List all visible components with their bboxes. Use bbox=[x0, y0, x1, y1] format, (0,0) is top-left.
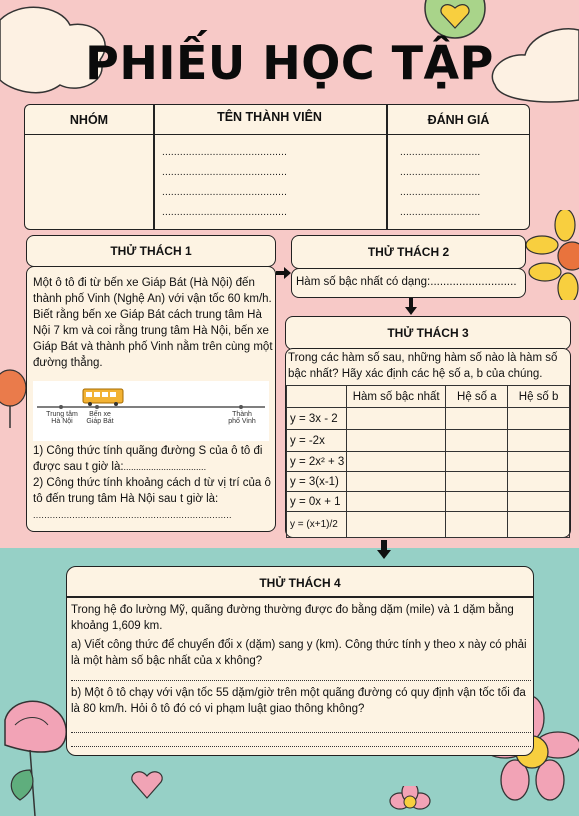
member-line: .......................................... bbox=[162, 147, 288, 158]
challenge4-card bbox=[66, 566, 534, 756]
table-header-b: Hệ số b bbox=[508, 386, 570, 408]
member-line: .......................................... bbox=[162, 207, 288, 218]
challenge3-table bbox=[286, 385, 570, 538]
challenge4-qa: a) Viết công thức để chuyển đổi x (dặm) sang y (km). Công thức tính y theo x này có phải là một hàm số bậc nhất của x không? bbox=[71, 639, 527, 667]
challenge4-qb-answer-line-2[interactable] bbox=[71, 737, 531, 747]
cell-b[interactable] bbox=[508, 452, 570, 472]
arrow-down-icon bbox=[404, 298, 418, 316]
challenge4-intro: Trong hệ đo lường Mỹ, quãng đường thường được đo bằng dặm (mile) và 1 dặm bằng khoảng 1,609 km. bbox=[71, 604, 514, 632]
challenge1-title-box bbox=[26, 235, 276, 267]
cell-a[interactable] bbox=[446, 408, 508, 430]
arrow-down-icon bbox=[377, 540, 391, 560]
map-illustration bbox=[33, 381, 269, 441]
heart-icon bbox=[420, 0, 490, 40]
challenge2-card bbox=[291, 268, 526, 298]
rating-line: ........................... bbox=[400, 167, 481, 178]
challenge2-title-box bbox=[291, 235, 526, 269]
challenge3-title-box bbox=[285, 316, 571, 350]
rating-lines[interactable] bbox=[400, 143, 530, 223]
challenge3-title: THỬ THÁCH 3 bbox=[387, 326, 469, 340]
challenge1-q2-text: 2) Công thức tính khoảng cách d từ vị trí của ô tô đến trung tâm Hà Nội sau t giờ là: bbox=[33, 477, 271, 505]
challenge4-title: THỬ THÁCH 4 bbox=[259, 576, 341, 590]
challenge1-title: THỬ THÁCH 1 bbox=[110, 244, 192, 258]
challenge1-q2 bbox=[33, 475, 273, 523]
rating-line: ........................... bbox=[400, 207, 481, 218]
rating-header: ĐÁNH GIÁ bbox=[427, 113, 490, 127]
cell-b[interactable] bbox=[508, 512, 570, 538]
arrow-right-icon bbox=[276, 266, 292, 280]
row-function: y = (x+1)/2 bbox=[287, 512, 347, 538]
table-row bbox=[287, 512, 570, 538]
cell-func[interactable] bbox=[346, 452, 446, 472]
table-row bbox=[287, 472, 570, 492]
rating-line: ........................... bbox=[400, 187, 481, 198]
row-function: y = 2x² + 3 bbox=[287, 452, 347, 472]
member-line: .......................................... bbox=[162, 167, 288, 178]
cell-func[interactable] bbox=[346, 408, 446, 430]
pink-flower-left-icon bbox=[0, 690, 75, 816]
challenge1-card bbox=[26, 266, 276, 532]
table-row bbox=[287, 408, 570, 430]
table-header-func: Hàm số bậc nhất bbox=[346, 386, 446, 408]
cell-b[interactable] bbox=[508, 430, 570, 452]
challenge4-divider bbox=[67, 596, 533, 598]
bus-icon bbox=[83, 389, 123, 406]
cell-func[interactable] bbox=[346, 472, 446, 492]
challenge2-body[interactable]: Hàm số bậc nhất có dạng:........................... bbox=[296, 276, 517, 288]
cell-a[interactable] bbox=[446, 430, 508, 452]
members-table bbox=[24, 104, 530, 230]
table-header-a: Hệ số a bbox=[446, 386, 508, 408]
challenge1-q1-answer[interactable]: ................................. bbox=[123, 462, 207, 472]
rating-line: ........................... bbox=[400, 147, 481, 158]
table-header-empty bbox=[287, 386, 347, 408]
challenge1-body: Một ô tô đi từ bến xe Giáp Bát (Hà Nội) đến thành phố Vinh (Nghệ An) với vận tốc 60 km/h. Biết rằng bến xe Giáp Bát cách trung tâm Hà Nội 7 km và coi rằng trung tâm Hà Nội, bến xe Giáp Bát và thành phố Vinh nằm trên cùng một đường thẳng. bbox=[33, 277, 273, 369]
map-label-hanoi: Trung tâm Hà Nội bbox=[46, 411, 78, 425]
cell-func[interactable] bbox=[346, 492, 446, 512]
challenge4-qb-answer-line-1[interactable] bbox=[71, 723, 531, 733]
cell-func[interactable] bbox=[346, 430, 446, 452]
row-function: y = 3(x-1) bbox=[287, 472, 347, 492]
row-function: y = -2x bbox=[287, 430, 347, 452]
table-row bbox=[287, 430, 570, 452]
challenge1-q2-answer[interactable]: ....................................................................... bbox=[33, 510, 232, 520]
row-function: y = 3x - 2 bbox=[287, 408, 347, 430]
table-row bbox=[287, 452, 570, 472]
cell-a[interactable] bbox=[446, 512, 508, 538]
challenge1-q1-text: 1) Công thức tính quãng đường S của ô tô đi được sau t giờ là: bbox=[33, 445, 263, 473]
cell-a[interactable] bbox=[446, 452, 508, 472]
challenge3-card bbox=[285, 348, 571, 538]
members-header: TÊN THÀNH VIÊN bbox=[217, 110, 322, 124]
cell-b[interactable] bbox=[508, 492, 570, 512]
group-field[interactable] bbox=[29, 139, 149, 225]
challenge3-body: Trong các hàm số sau, những hàm số nào là hàm số bậc nhất? Hãy xác định các hệ số a, b của chúng. bbox=[288, 352, 558, 380]
challenge4-qb: b) Một ô tô chạy với vận tốc 55 dặm/giờ trên một quãng đường có quy định vận tốc tối đa là 80 km/h. Hỏi ô tô đó có vi phạm luật giao thông không? bbox=[71, 687, 526, 715]
table-row bbox=[287, 492, 570, 512]
page-title: PHIẾU HỌC TẬP bbox=[85, 36, 494, 90]
row-function: y = 0x + 1 bbox=[287, 492, 347, 512]
cell-b[interactable] bbox=[508, 408, 570, 430]
cell-func[interactable] bbox=[346, 512, 446, 538]
map-label-vinh: Thành phố Vinh bbox=[228, 411, 256, 425]
challenge1-q1 bbox=[33, 443, 273, 475]
cell-a[interactable] bbox=[446, 492, 508, 512]
challenge4-qa-answer-line[interactable] bbox=[71, 671, 531, 681]
flower-bottom-icon bbox=[380, 786, 440, 816]
member-line: .......................................... bbox=[162, 187, 288, 198]
heart-bottom-icon bbox=[130, 770, 164, 800]
group-header: NHÓM bbox=[69, 113, 109, 127]
members-lines[interactable] bbox=[162, 143, 382, 223]
cell-b[interactable] bbox=[508, 472, 570, 492]
map-label-giapbat: Bến xe Giáp Bát bbox=[86, 411, 114, 425]
cell-a[interactable] bbox=[446, 472, 508, 492]
challenge2-title: THỬ THÁCH 2 bbox=[367, 245, 450, 259]
